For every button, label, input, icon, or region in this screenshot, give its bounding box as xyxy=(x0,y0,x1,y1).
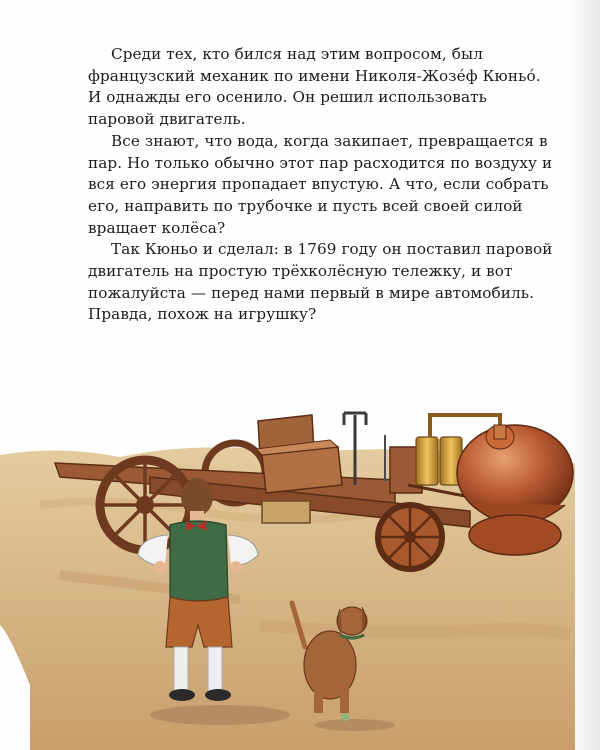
boy-hair xyxy=(181,478,213,516)
car-basket xyxy=(262,501,310,523)
paragraph-2: Все знают, что вода, когда закипает, превращается в пар. Но только обычно этот пар расходится по воздуху и вся его энергия пропадает впустую. А что, если собрать его, направить по трубочке и пусть всей своей силой вращает колёса? xyxy=(88,131,553,237)
paragraph-1: Среди тех, кто бился над этим вопросом, был французский механик по имени Николя-Жозе́ф Кюньо́. И однажды его осенило. Он решил использовать паровой двигатель. xyxy=(88,45,541,129)
story-text xyxy=(88,44,558,326)
steam-car-illustration xyxy=(0,385,600,750)
paragraph-3: Так Кюньо и сделал: в 1769 году он поставил паровой двигатель на простую трёхколёсную тележку, и вот пожалуйста — перед нами первый в мире автомобиль. Правда, похож на игрушку? xyxy=(88,240,553,324)
car-wheel-front xyxy=(378,505,442,569)
boy-vest xyxy=(170,521,228,601)
car-seat xyxy=(256,415,342,493)
car-boiler xyxy=(457,425,573,555)
